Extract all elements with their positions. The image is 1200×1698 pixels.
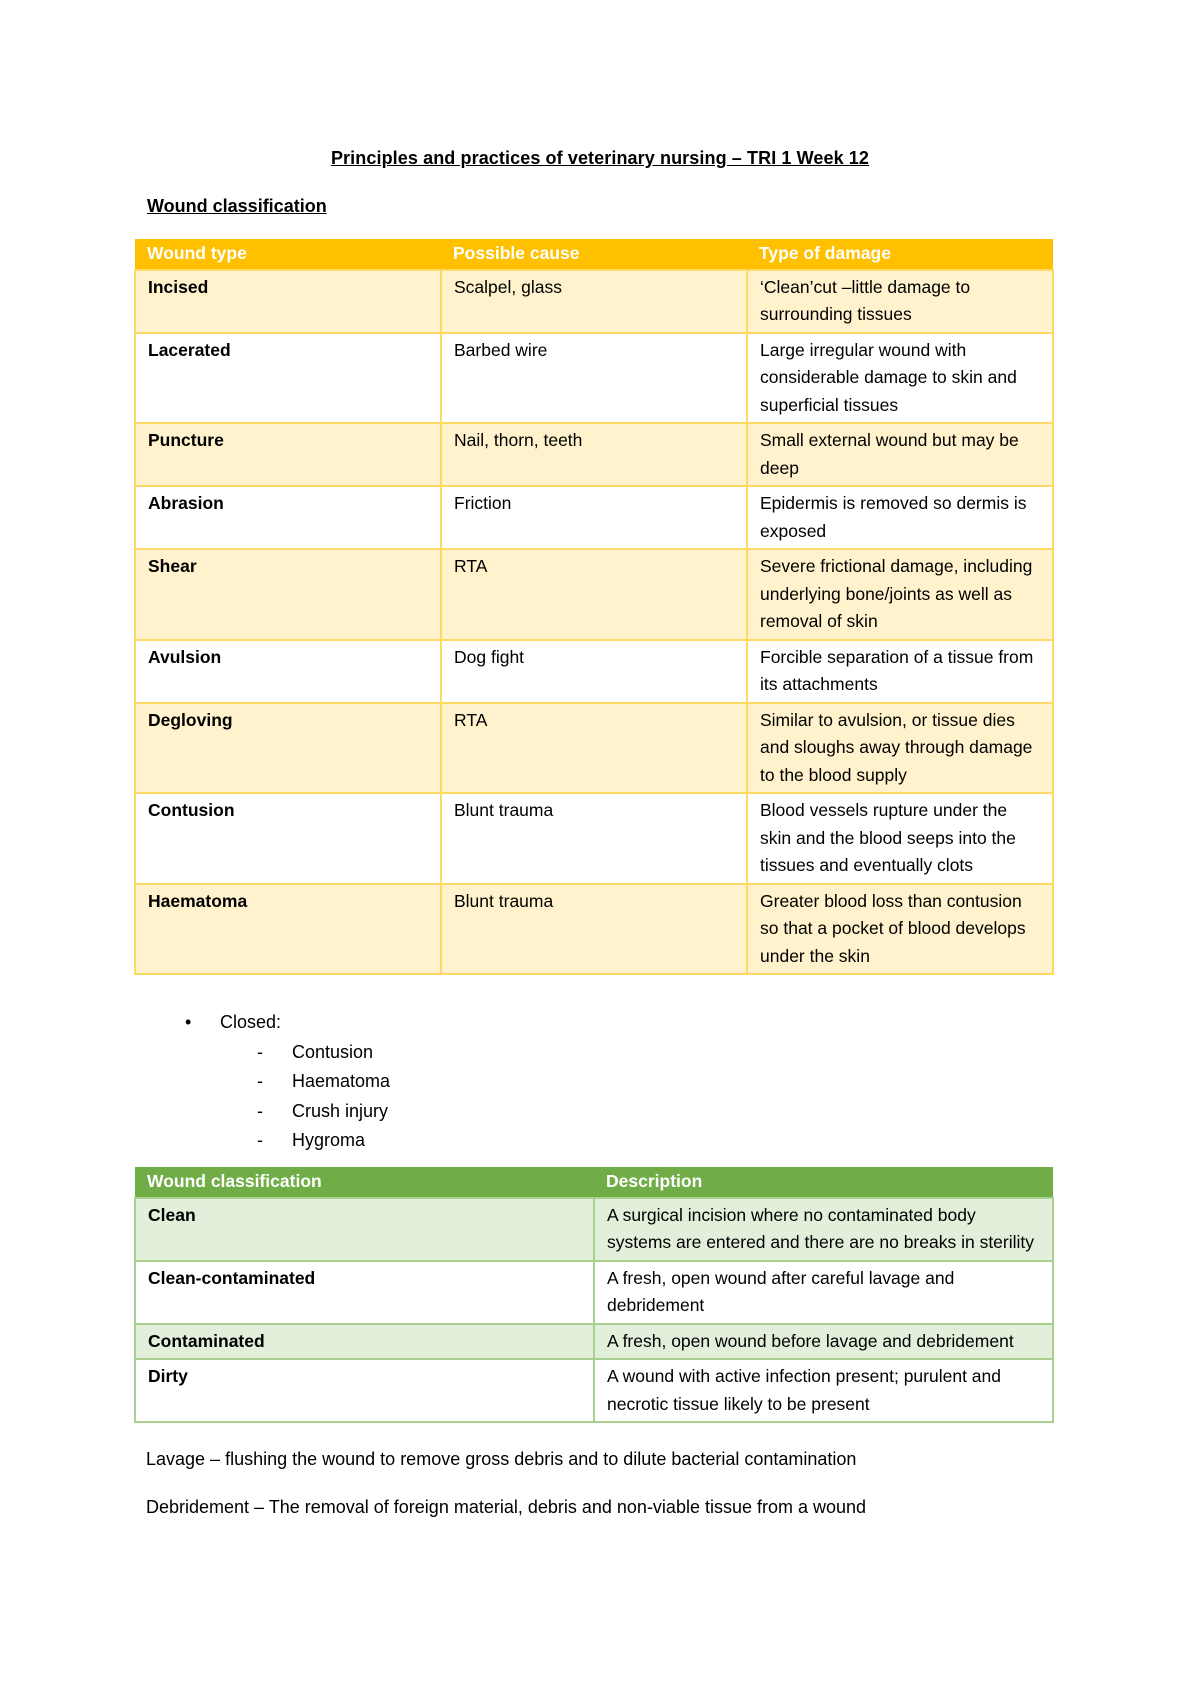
dash-marker: - (257, 1130, 263, 1150)
damage-cell: Epidermis is removed so dermis is exposed (747, 486, 1053, 549)
sub-list (185, 1038, 390, 1156)
table-row (135, 703, 1053, 794)
column-header: Wound type (135, 239, 441, 270)
table-row (135, 549, 1053, 640)
column-header: Wound classification (135, 1167, 594, 1198)
column-header: Type of damage (747, 239, 1053, 270)
classification-cell: Dirty (135, 1359, 594, 1422)
wound-type-cell: Abrasion (135, 486, 441, 549)
cause-cell: RTA (441, 549, 747, 640)
cause-cell: Blunt trauma (441, 884, 747, 975)
description-cell: A surgical incision where no contaminated body systems are entered and there are no breaks in sterility (594, 1198, 1053, 1261)
wound-types-table (134, 239, 1054, 975)
section-heading: Wound classification (147, 196, 327, 216)
list-item-text: Contusion (292, 1041, 374, 1062)
table-header-row (135, 1167, 1053, 1198)
document-title: Principles and practices of veterinary nursing – TRI 1 Week 12 (330, 148, 870, 168)
cause-cell: Friction (441, 486, 747, 549)
description-cell: A fresh, open wound after careful lavage and debridement (594, 1261, 1053, 1324)
cause-cell: Barbed wire (441, 333, 747, 424)
table-row (135, 423, 1053, 486)
damage-cell: Greater blood loss than contusion so that a pocket of blood develops under the skin (747, 884, 1053, 975)
damage-cell: Forcible separation of a tissue from its attachments (747, 640, 1053, 703)
closed-wounds-list (185, 1008, 390, 1156)
damage-cell: Similar to avulsion, or tissue dies and sloughs away through damage to the blood supply (747, 703, 1053, 794)
list-item-text: Hygroma (292, 1130, 366, 1150)
cause-cell: Dog fight (441, 640, 747, 703)
wound-type-cell: Haematoma (135, 884, 441, 975)
table-row (135, 1261, 1053, 1324)
description-cell: A wound with active infection present; purulent and necrotic tissue likely to be present (594, 1359, 1053, 1422)
dash-marker: - (257, 1071, 263, 1091)
cause-cell: Blunt trauma (441, 793, 747, 884)
list-item-text: Haematoma (292, 1071, 391, 1091)
table-row (135, 270, 1053, 333)
bullet-item (185, 1008, 390, 1038)
table-row (135, 1198, 1053, 1261)
list-item-text: Crush injury (292, 1100, 389, 1121)
list-item (257, 1067, 390, 1097)
wound-type-cell: Puncture (135, 423, 441, 486)
damage-cell: ‘Clean’cut –little damage to surrounding tissues (747, 270, 1053, 333)
table-row (135, 486, 1053, 549)
damage-cell: Small external wound but may be deep (747, 423, 1053, 486)
list-item (257, 1126, 390, 1156)
classification-cell: Clean-contaminated (135, 1261, 594, 1324)
wound-type-cell: Avulsion (135, 640, 441, 703)
table-row (135, 1359, 1053, 1422)
wound-type-cell: Shear (135, 549, 441, 640)
damage-cell: Blood vessels rupture under the skin and the blood seeps into the tissues and eventually clots (747, 793, 1053, 884)
cause-cell: Scalpel, glass (441, 270, 747, 333)
table-row (135, 884, 1053, 975)
bullet-label: Closed: (220, 1012, 282, 1032)
classification-cell: Contaminated (135, 1324, 594, 1360)
wound-type-cell: Lacerated (135, 333, 441, 424)
bullet-marker: • (185, 1012, 192, 1032)
table-row (135, 1324, 1053, 1360)
cause-cell: RTA (441, 703, 747, 794)
lavage-definition: Lavage – flushing the wound to remove gross debris and to dilute bacterial contamination (146, 1449, 857, 1469)
description-cell: A fresh, open wound before lavage and debridement (594, 1324, 1053, 1360)
damage-cell: Severe frictional damage, including underlying bone/joints as well as removal of skin (747, 549, 1053, 640)
column-header: Description (594, 1167, 1053, 1198)
debridement-definition: Debridement – The removal of foreign material, debris and non-viable tissue from a wound (146, 1497, 867, 1517)
wound-type-cell: Incised (135, 270, 441, 333)
dash-marker: - (257, 1100, 263, 1121)
table-row (135, 793, 1053, 884)
cause-cell: Nail, thorn, teeth (441, 423, 747, 486)
table-row (135, 333, 1053, 424)
table-row (135, 640, 1053, 703)
classification-cell: Clean (135, 1198, 594, 1261)
wound-type-cell: Contusion (135, 793, 441, 884)
list-item (257, 1097, 390, 1127)
table-header-row (135, 239, 1053, 270)
dash-marker: - (257, 1041, 263, 1062)
wound-type-cell: Degloving (135, 703, 441, 794)
damage-cell: Large irregular wound with considerable damage to skin and superficial tissues (747, 333, 1053, 424)
list-item (257, 1038, 390, 1068)
column-header: Possible cause (441, 239, 747, 270)
wound-classification-table (134, 1167, 1054, 1423)
